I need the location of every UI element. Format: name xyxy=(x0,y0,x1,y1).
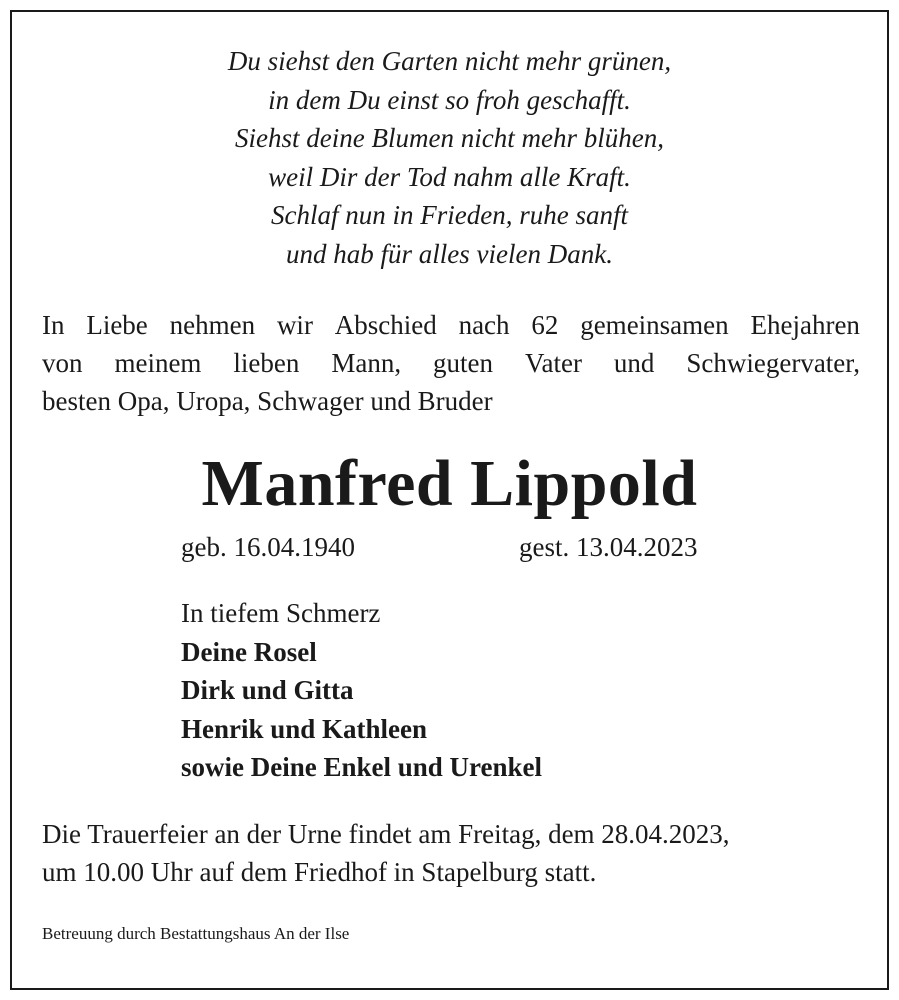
farewell-line-2 xyxy=(42,344,860,382)
mourner-name: Dirk und Gitta xyxy=(181,675,354,705)
deceased-name: Manfred Lippold xyxy=(201,447,698,520)
funeral-line: um 10.00 Uhr auf dem Friedhof in Stapelburg statt. xyxy=(42,857,597,887)
poem-line: in dem Du einst so froh geschafft. xyxy=(268,84,631,115)
word: 62 xyxy=(531,310,559,340)
word: Liebe xyxy=(86,310,148,340)
poem-line: Du siehst den Garten nicht mehr grünen, xyxy=(227,46,672,76)
funeral-line: Die Trauerfeier an der Urne findet am Freitag, dem 28.04.2023, xyxy=(42,819,730,849)
word: Abschied xyxy=(334,310,437,340)
mourners-heading: In tiefem Schmerz xyxy=(181,598,381,628)
death-date: gest. 13.04.2023 xyxy=(519,532,698,562)
word: Schwiegervater, xyxy=(686,348,860,378)
word: und xyxy=(613,348,655,378)
mourner-name: Henrik und Kathleen xyxy=(181,713,428,744)
poem-line: Schlaf nun in Frieden, ruhe sanft xyxy=(271,200,628,230)
word: Ehejahren xyxy=(750,310,860,340)
poem-line: weil Dir der Tod nahm alle Kraft. xyxy=(268,161,631,192)
word: In xyxy=(42,310,65,340)
funeral-home-credit: Betreuung durch Bestattungshaus An der Ilse xyxy=(42,924,350,943)
funeral-info xyxy=(42,815,860,891)
word: meinem xyxy=(114,348,202,378)
farewell-line-1 xyxy=(42,306,860,344)
word: von xyxy=(42,348,83,378)
word: nehmen xyxy=(169,310,256,340)
word: Vater xyxy=(524,348,582,378)
word: wir xyxy=(276,310,313,340)
word: Mann, xyxy=(331,348,402,378)
poem-line: Siehst deine Blumen nicht mehr blühen, xyxy=(235,123,664,153)
mourner-name: Deine Rosel xyxy=(181,636,317,667)
word: nach xyxy=(458,310,510,340)
mourner-name: sowie Deine Enkel und Urenkel xyxy=(181,752,543,782)
word: guten xyxy=(433,348,494,378)
farewell-line-3: besten Opa, Uropa, Schwager und Bruder xyxy=(42,386,493,416)
farewell-text xyxy=(42,306,860,420)
word: gemeinsamen xyxy=(580,310,729,340)
birth-date: geb. 16.04.1940 xyxy=(181,532,355,562)
mourners-list xyxy=(181,594,542,787)
word: lieben xyxy=(233,348,300,378)
memorial-poem xyxy=(0,42,899,273)
poem-line: und hab für alles vielen Dank. xyxy=(286,238,613,269)
